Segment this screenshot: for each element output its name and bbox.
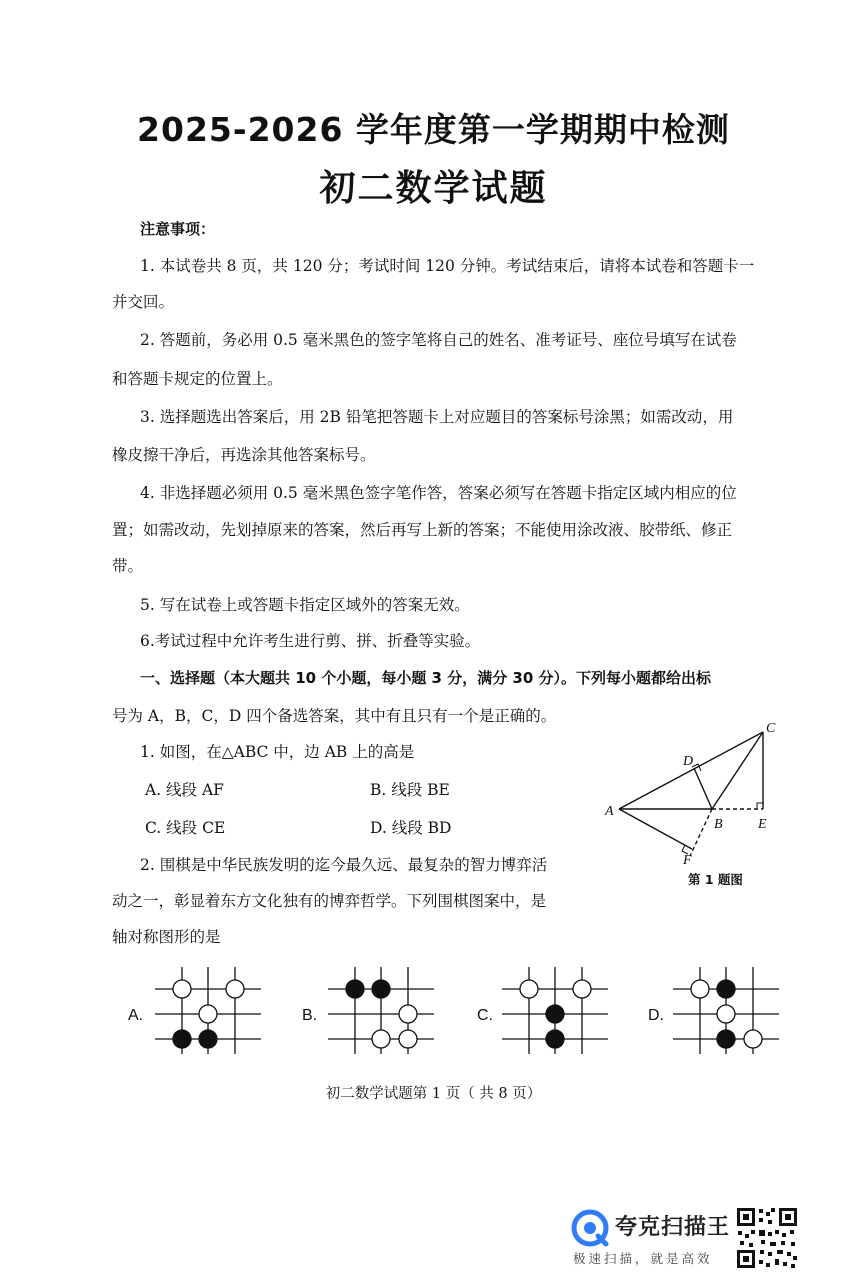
- q2-label-c: C.: [477, 1007, 493, 1024]
- q1-triangle-figure: [600, 718, 800, 888]
- note-5: 5. 写在试卷上或答题卡指定区域外的答案无效。: [140, 596, 470, 614]
- black-stone: [173, 1030, 191, 1048]
- label-f: F: [683, 853, 692, 868]
- side-ac: [619, 732, 763, 809]
- white-stone: [399, 1005, 417, 1023]
- go-board-c: [502, 962, 612, 1062]
- q2-label-a: A.: [128, 1007, 144, 1024]
- q1-option-c: C. 线段 CE: [145, 819, 226, 837]
- q1-option-d: D. 线段 BD: [370, 819, 452, 837]
- white-stone: [520, 980, 538, 998]
- white-stone: [744, 1030, 762, 1048]
- right-angle-e: [757, 803, 763, 809]
- q1-figure-caption: 第 1 题图: [688, 872, 743, 887]
- note-1a: 1. 本试卷共 8 页，共 120 分；考试时间 120 分钟。考试结束后，请将本试卷和答题卡一: [140, 257, 755, 275]
- quark-brand: 夸克扫描王: [615, 1215, 731, 1240]
- black-stone: [546, 1005, 564, 1023]
- black-stone: [372, 980, 390, 998]
- go-board-b: [328, 962, 438, 1062]
- white-stone: [199, 1005, 217, 1023]
- note-1b: 并交回。: [112, 293, 175, 311]
- section1-heading-b: 号为 A，B，C，D 四个备选答案，其中有且只有一个是正确的。: [112, 707, 557, 725]
- qr-code-icon: [735, 1206, 799, 1270]
- quark-logo-icon: [570, 1208, 610, 1248]
- page-subtitle: 初二数学试题: [319, 168, 548, 209]
- go-board-a: [155, 962, 265, 1062]
- q1-option-b: B. 线段 BE: [370, 781, 450, 799]
- note-4c: 带。: [112, 557, 144, 575]
- note-2b: 和答题卡规定的位置上。: [112, 370, 283, 388]
- quark-slogan: 极速扫描，就是高效: [573, 1251, 713, 1266]
- q2-stem-c: 轴对称图形的是: [112, 928, 221, 946]
- side-bc: [712, 732, 763, 809]
- white-stone: [717, 1005, 735, 1023]
- white-stone: [372, 1030, 390, 1048]
- note-4b: 置；如需改动，先划掉原来的答案，然后再写上新的答案；不能使用涂改液、胶带纸、修正: [112, 521, 733, 539]
- page-footer: 初二数学试题第 1 页（ 共 8 页）: [325, 1086, 542, 1102]
- label-e: E: [758, 817, 767, 832]
- notes-heading: 注意事项：: [140, 220, 216, 238]
- extension-bf: [690, 809, 712, 856]
- white-stone: [399, 1030, 417, 1048]
- segment-bd: [694, 768, 712, 809]
- black-stone: [717, 980, 735, 998]
- black-stone: [546, 1030, 564, 1048]
- note-3b: 橡皮擦干净后，再选涂其他答案标号。: [112, 446, 376, 464]
- go-board-d: [673, 962, 783, 1062]
- white-stone: [573, 980, 591, 998]
- q2-stem-b: 动之一，彰显着东方文化独有的博弈哲学。下列围棋图案中，是: [112, 892, 547, 910]
- q2-stem-a: 2. 围棋是中华民族发明的迄今最久远、最复杂的智力博弈活: [140, 856, 548, 874]
- note-2a: 2. 答题前，务必用 0.5 毫米黑色的签字笔将自己的姓名、准考证号、座位号填写在试卷: [140, 331, 737, 349]
- black-stone: [199, 1030, 217, 1048]
- label-a: A: [605, 804, 614, 819]
- note-3a: 3. 选择题选出答案后，用 2B 铅笔把答题卡上对应题目的答案标号涂黑；如需改动，用: [140, 408, 734, 426]
- black-stone: [717, 1030, 735, 1048]
- q2-label-d: D.: [648, 1007, 664, 1024]
- white-stone: [173, 980, 191, 998]
- white-stone: [226, 980, 244, 998]
- label-d: D: [683, 754, 694, 769]
- section1-heading-a: 一、选择题（本大题共 10 个小题，每小题 3 分，满分 30 分）。下列每小题都给出标: [140, 669, 712, 687]
- q2-label-b: B.: [302, 1007, 318, 1024]
- segment-af: [619, 809, 692, 849]
- q1-option-a: A. 线段 AF: [145, 781, 224, 799]
- q1-stem: 1. 如图，在△ABC 中，边 AB 上的高是: [140, 743, 415, 761]
- black-stone: [346, 980, 364, 998]
- note-6: 6.考试过程中允许考生进行剪、拼、折叠等实验。: [140, 632, 481, 650]
- note-4a: 4. 非选择题必须用 0.5 毫米黑色签字笔作答，答案必须写在答题卡指定区域内相应的位: [140, 484, 737, 502]
- label-b: B: [714, 817, 723, 832]
- page-title: 2025-2026 学年度第一学期期中检测: [137, 110, 730, 149]
- white-stone: [691, 980, 709, 998]
- label-c: C: [766, 721, 776, 736]
